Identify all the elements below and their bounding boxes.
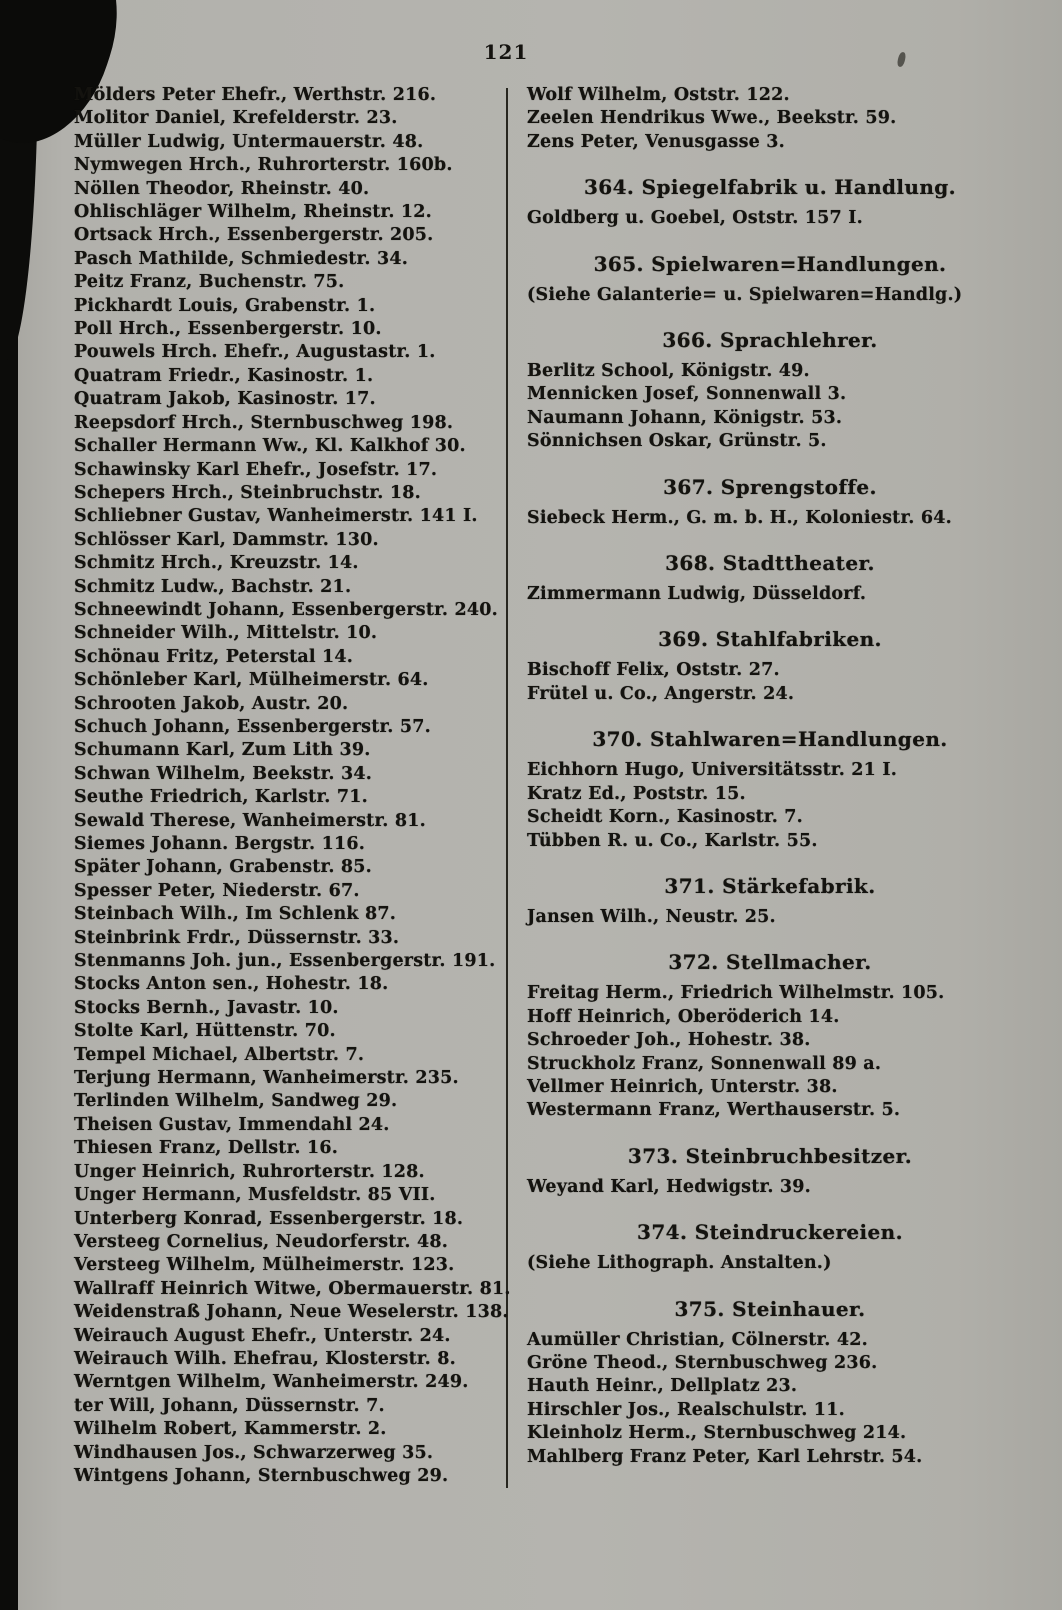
directory-entry: Quatram Friedr., Kasinostr. 1.: [74, 365, 374, 386]
directory-entry: Nymwegen Hrch., Ruhrorterstr. 160b.: [74, 155, 453, 176]
section-heading: 373. Steinbruchbesitzer.: [627, 1143, 913, 1168]
directory-entry: Hirschler Jos., Realschulstr. 11.: [527, 1399, 845, 1420]
directory-entry: Wolf Wilhelm, Oststr. 122.: [527, 85, 790, 105]
directory-entry: Zens Peter, Venusgasse 3.: [527, 131, 785, 152]
directory-entry: Unterberg Konrad, Essenbergerstr. 18.: [74, 1208, 464, 1229]
directory-entry: Weirauch August Ehefr., Unterstr. 24.: [74, 1325, 451, 1346]
directory-entry: Terlinden Wilhelm, Sandweg 29.: [74, 1091, 398, 1112]
directory-entry: Struckholz Franz, Sonnenwall 89 a.: [527, 1053, 882, 1074]
directory-entry: Später Johann, Grabenstr. 85.: [74, 857, 372, 878]
section-heading: 365. Spielwaren=Handlungen.: [593, 251, 947, 276]
directory-entry: Schuch Johann, Essenbergerstr. 57.: [74, 716, 431, 737]
directory-entry: Steinbrink Frdr., Düssernstr. 33.: [74, 927, 400, 948]
directory-entry: Goldberg u. Goebel, Oststr. 157 I.: [527, 208, 863, 229]
directory-entry: Molitor Daniel, Krefelderstr. 23.: [74, 108, 398, 129]
section-heading: 375. Steinhauer.: [674, 1296, 866, 1321]
directory-entry: Zeelen Hendrikus Wwe., Beekstr. 59.: [527, 108, 897, 129]
directory-entry: Tempel Michael, Albertstr. 7.: [74, 1044, 365, 1065]
directory-entry: Schneewindt Johann, Essenbergerstr. 240.: [74, 599, 498, 620]
directory-entry: Berlitz School, Königstr. 49.: [527, 361, 810, 382]
directory-entry: Nöllen Theodor, Rheinstr. 40.: [74, 178, 370, 199]
directory-entry: Mahlberg Franz Peter, Karl Lehrstr. 54.: [527, 1446, 923, 1467]
directory-entry: Weidenstraß Johann, Neue Weselerstr. 138.: [74, 1302, 509, 1323]
directory-entry: Schmitz Ludw., Bachstr. 21.: [74, 576, 352, 597]
directory-entry: Mölders Peter Ehefr., Werthstr. 216.: [74, 85, 437, 105]
directory-entry: Ortsack Hrch., Essenbergerstr. 205.: [74, 225, 434, 246]
directory-entry: Hoff Heinrich, Oberöderich 14.: [527, 1006, 840, 1027]
directory-entry: Mennicken Josef, Sonnenwall 3.: [527, 384, 847, 405]
directory-entry: Schaller Hermann Ww., Kl. Kalkhof 30.: [74, 436, 466, 457]
directory-entry: Werntgen Wilhelm, Wanheimerstr. 249.: [74, 1372, 469, 1393]
directory-entry: Thiesen Franz, Dellstr. 16.: [74, 1138, 339, 1159]
directory-entry: Wilhelm Robert, Kammerstr. 2.: [74, 1419, 387, 1440]
directory-entry: Theisen Gustav, Immendahl 24.: [74, 1114, 390, 1135]
directory-entry: Scheidt Korn., Kasinostr. 7.: [527, 807, 803, 828]
directory-entry: Pasch Mathilde, Schmiedestr. 34.: [74, 248, 408, 269]
directory-entry: Jansen Wilh., Neustr. 25.: [527, 906, 776, 927]
directory-entry: Schumann Karl, Zum Lith 39.: [74, 740, 371, 761]
directory-entry: Stocks Anton sen., Hohestr. 18.: [74, 974, 389, 995]
directory-entry: Terjung Hermann, Wanheimerstr. 235.: [74, 1068, 459, 1089]
directory-entry: Zimmermann Ludwig, Düsseldorf.: [527, 584, 867, 605]
directory-entry: Schliebner Gustav, Wanheimerstr. 141 I.: [74, 506, 478, 527]
directory-entry: Schawinsky Karl Ehefr., Josefstr. 17.: [74, 459, 438, 480]
directory-entry: Vellmer Heinrich, Unterstr. 38.: [527, 1076, 838, 1097]
directory-entry: Pickhardt Louis, Grabenstr. 1.: [74, 295, 376, 316]
directory-entry: Schönleber Karl, Mülheimerstr. 64.: [74, 670, 429, 691]
directory-entry: Spesser Peter, Niederstr. 67.: [74, 880, 360, 901]
directory-entry: Kratz Ed., Poststr. 15.: [527, 783, 746, 804]
directory-entry: Freitag Herm., Friedrich Wilhelmstr. 105.: [527, 983, 945, 1004]
directory-entry: Frütel u. Co., Angerstr. 24.: [527, 683, 795, 704]
right-column: [527, 84, 1013, 1469]
directory-entry: Unger Heinrich, Ruhrorterstr. 128.: [74, 1161, 425, 1182]
directory-entry: Schroeder Joh., Hohestr. 38.: [527, 1030, 811, 1051]
directory-entry: Schwan Wilhelm, Beekstr. 34.: [74, 763, 373, 784]
section-heading: 370. Stahlwaren=Handlungen.: [592, 727, 948, 752]
left-column: [74, 84, 512, 1488]
directory-entry: Pouwels Hrch. Ehefr., Augustastr. 1.: [74, 342, 436, 363]
directory-entry: Wallraff Heinrich Witwe, Obermauerstr. 81.: [74, 1278, 511, 1299]
directory-entry: Gröne Theod., Sternbuschweg 236.: [527, 1352, 878, 1373]
section-heading: 371. Stärkefabrik.: [664, 873, 876, 898]
directory-entry: Schönau Fritz, Peterstal 14.: [74, 646, 354, 667]
section-heading: 368. Stadttheater.: [665, 551, 875, 576]
directory-entry: Bischoff Felix, Oststr. 27.: [527, 660, 780, 681]
directory-entry: Stocks Bernh., Javastr. 10.: [74, 997, 339, 1018]
directory-entry: Westermann Franz, Werthauserstr. 5.: [527, 1100, 901, 1121]
section-heading: 372. Stellmacher.: [668, 950, 872, 975]
directory-entry: Reepsdorf Hrch., Sternbuschweg 198.: [74, 412, 454, 433]
directory-entry: Kleinholz Herm., Sternbuschweg 214.: [527, 1423, 907, 1444]
directory-entry: Sönnichsen Oskar, Grünstr. 5.: [527, 431, 827, 452]
directory-entry: Wintgens Johann, Sternbuschweg 29.: [74, 1465, 449, 1486]
directory-entry: Unger Hermann, Musfeldstr. 85 VII.: [74, 1185, 436, 1206]
directory-entry: Versteeg Cornelius, Neudorferstr. 48.: [74, 1231, 449, 1252]
directory-entry: Schmitz Hrch., Kreuzstr. 14.: [74, 553, 359, 574]
directory-entry: (Siehe Galanterie= u. Spielwaren=Handlg.): [527, 284, 963, 305]
directory-entry: Versteeg Wilhelm, Mülheimerstr. 123.: [74, 1255, 455, 1276]
directory-entry: (Siehe Lithograph. Anstalten.): [527, 1253, 832, 1274]
directory-entry: Ohlischläger Wilhelm, Rheinstr. 12.: [74, 202, 432, 223]
page-number: 121: [483, 40, 529, 64]
directory-entry: Schlösser Karl, Dammstr. 130.: [74, 529, 379, 550]
directory-entry: Tübben R. u. Co., Karlstr. 55.: [527, 830, 818, 851]
directory-entry: Steinbach Wilh., Im Schlenk 87.: [74, 904, 397, 925]
directory-entry: Eichhorn Hugo, Universitätsstr. 21 I.: [527, 760, 898, 781]
section-heading: 364. Spiegelfabrik u. Handlung.: [583, 175, 957, 200]
directory-entry: Hauth Heinr., Dellplatz 23.: [527, 1376, 798, 1397]
section-heading: 366. Sprachlehrer.: [662, 328, 878, 353]
directory-entry: Siemes Johann. Bergstr. 116.: [74, 834, 366, 854]
directory-entry: Sewald Therese, Wanheimerstr. 81.: [74, 810, 426, 831]
directory-entry: Weirauch Wilh. Ehefrau, Klosterstr. 8.: [74, 1348, 456, 1369]
directory-entry: Schepers Hrch., Steinbruchstr. 18.: [74, 482, 421, 503]
directory-entry: Schrooten Jakob, Austr. 20.: [74, 693, 349, 714]
directory-entry: Seuthe Friedrich, Karlstr. 71.: [74, 787, 368, 808]
directory-entry: ter Will, Johann, Düssernstr. 7.: [74, 1395, 385, 1416]
section-heading: 367. Sprengstoffe.: [663, 474, 877, 499]
directory-entry: Schneider Wilh., Mittelstr. 10.: [74, 623, 378, 644]
directory-entry: Windhausen Jos., Schwarzerweg 35.: [74, 1442, 434, 1463]
directory-entry: Stolte Karl, Hüttenstr. 70.: [74, 1021, 336, 1042]
directory-entry: Naumann Johann, Königstr. 53.: [527, 407, 843, 428]
directory-entry: Quatram Jakob, Kasinostr. 17.: [74, 389, 376, 410]
directory-entry: Weyand Karl, Hedwigstr. 39.: [527, 1176, 811, 1197]
directory-entry: Stenmanns Joh. jun., Essenbergerstr. 191.: [74, 951, 496, 972]
directory-entry: Siebeck Herm., G. m. b. H., Koloniestr. 64.: [527, 507, 952, 528]
directory-entry: Aumüller Christian, Cölnerstr. 42.: [527, 1329, 868, 1350]
directory-entry: Poll Hrch., Essenbergerstr. 10.: [74, 319, 382, 340]
directory-entry: Peitz Franz, Buchenstr. 75.: [74, 272, 345, 293]
directory-entry: Müller Ludwig, Untermauerstr. 48.: [74, 131, 424, 152]
section-heading: 374. Steindruckereien.: [637, 1220, 903, 1245]
section-heading: 369. Stahlfabriken.: [658, 627, 882, 652]
